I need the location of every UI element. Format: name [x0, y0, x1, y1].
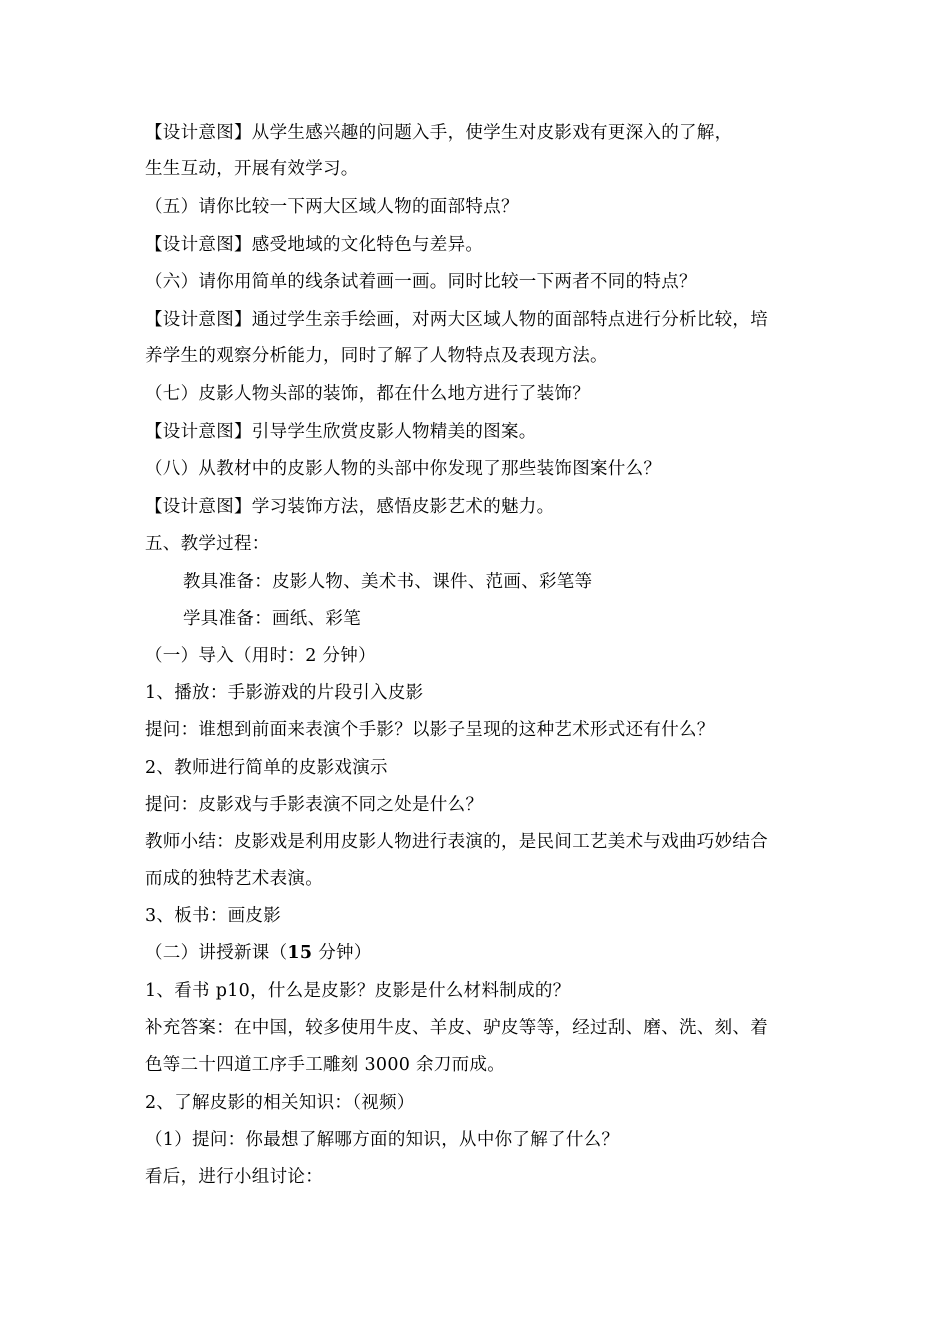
- text-line: 2、教师进行简单的皮影戏演示: [145, 758, 388, 778]
- text-line: 教师小结：皮影戏是利用皮影人物进行表演的，是民间工艺美术与戏曲巧妙结合: [145, 832, 768, 852]
- section-prefix: （二）讲授新课（: [145, 943, 288, 963]
- text-line: 【设计意图】学习装饰方法，感悟皮影艺术的魅力。: [145, 497, 555, 517]
- text-line: 【设计意图】从学生感兴趣的问题入手，使学生对皮影戏有更深入的了解，: [145, 123, 733, 143]
- section-suffix: 分钟）: [312, 943, 372, 963]
- text-line: 补充答案：在中国，较多使用牛皮、羊皮、驴皮等等，经过刮、磨、洗、刻、着: [145, 1018, 768, 1038]
- text-line: （一）导入（用时：2 分钟）: [145, 646, 376, 666]
- text-line: 2、了解皮影的相关知识：（视频）: [145, 1093, 415, 1113]
- text-line: 教具准备：皮影人物、美术书、课件、范画、彩笔等: [183, 572, 593, 592]
- section-minutes: 15: [287, 943, 313, 963]
- text-line: 色等二十四道工序手工雕刻 3000 余刀而成。: [145, 1055, 506, 1075]
- text-line: 养学生的观察分析能力，同时了解了人物特点及表现方法。: [145, 346, 608, 366]
- text-line: 【设计意图】通过学生亲手绘画，对两大区域人物的面部特点进行分析比较，培: [145, 310, 768, 330]
- text-line: 提问：皮影戏与手影表演不同之处是什么？: [145, 795, 484, 815]
- section-heading: 五、教学过程：: [145, 534, 270, 554]
- text-line: 生生互动，开展有效学习。: [145, 159, 359, 179]
- text-line: （八）从教材中的皮影人物的头部中你发现了那些装饰图案什么？: [145, 459, 662, 479]
- section-heading: [145, 941, 372, 965]
- text-line: 而成的独特艺术表演。: [145, 869, 323, 889]
- text-line: （六）请你用简单的线条试着画一画。同时比较一下两者不同的特点？: [145, 272, 697, 292]
- text-line: 学具准备：画纸、彩笔: [183, 609, 361, 629]
- text-line: 1、看书 p10，什么是皮影？皮影是什么材料制成的？: [145, 981, 571, 1001]
- text-line: （1）提问：你最想了解哪方面的知识，从中你了解了什么？: [145, 1130, 620, 1150]
- text-line: 提问：谁想到前面来表演个手影？以影子呈现的这种艺术形式还有什么？: [145, 720, 715, 740]
- text-line: （五）请你比较一下两大区域人物的面部特点？: [145, 197, 519, 217]
- text-line: 【设计意图】引导学生欣赏皮影人物精美的图案。: [145, 422, 537, 442]
- text-line: 看后，进行小组讨论：: [145, 1167, 323, 1187]
- text-line: 【设计意图】感受地域的文化特色与差异。: [145, 235, 484, 255]
- text-line: 1、播放：手影游戏的片段引入皮影: [145, 683, 424, 703]
- text-line: 3、板书：画皮影: [145, 906, 282, 926]
- text-line: （七）皮影人物头部的装饰，都在什么地方进行了装饰？: [145, 384, 590, 404]
